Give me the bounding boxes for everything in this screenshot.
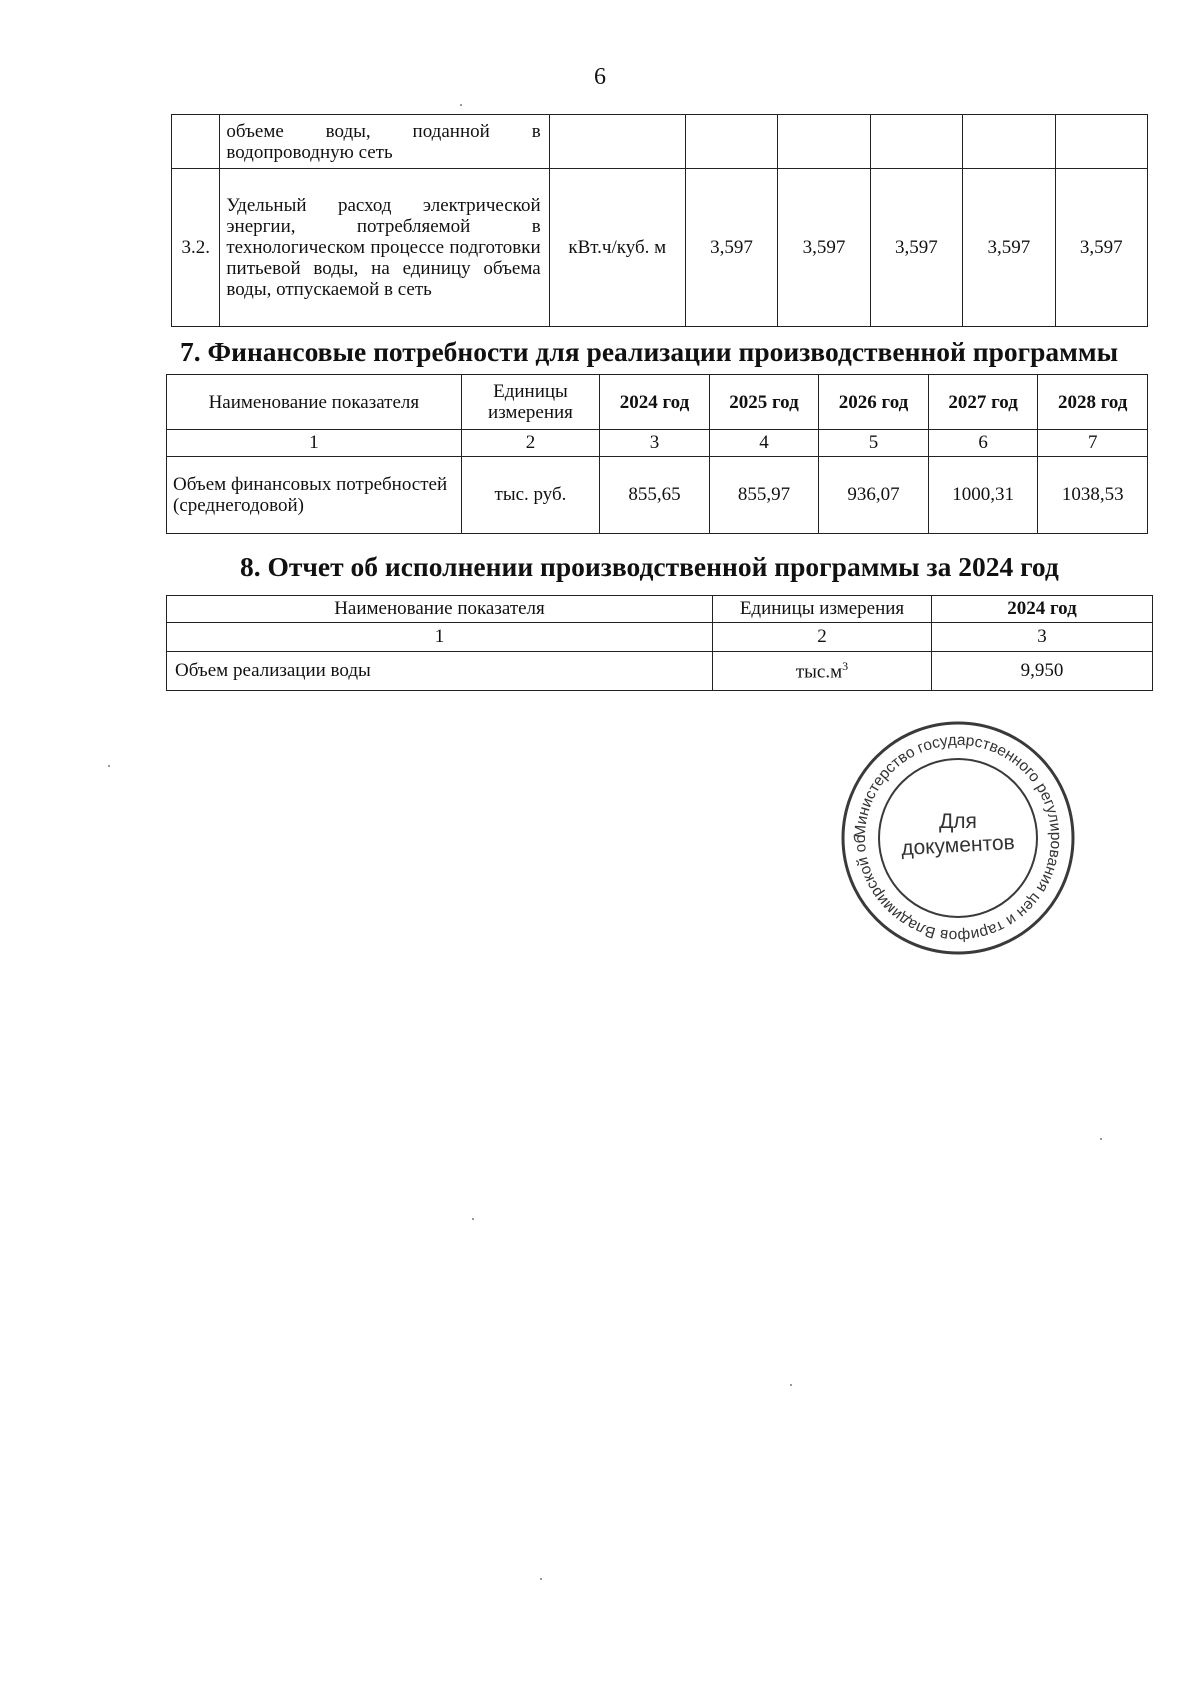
value-cell: 3,597 bbox=[870, 169, 962, 327]
value-cell: 1038,53 bbox=[1038, 457, 1148, 534]
execution-report-table bbox=[166, 595, 1153, 691]
stamp-line-1: Для bbox=[939, 810, 977, 833]
unit-cell: тыс. руб. bbox=[461, 457, 600, 534]
column-number: 3 bbox=[932, 623, 1153, 652]
indicator-name-cell: Объем финансовых потребностей (среднегодовой) bbox=[167, 457, 462, 534]
header-year: 2025 год bbox=[709, 375, 819, 430]
table-header-row bbox=[167, 375, 1148, 430]
header-name: Наименование показателя bbox=[167, 596, 713, 623]
header-year: 2027 год bbox=[928, 375, 1038, 430]
table-row bbox=[167, 652, 1153, 691]
table-row bbox=[172, 169, 1148, 327]
column-number: 1 bbox=[167, 430, 462, 457]
value-cell bbox=[963, 115, 1055, 169]
scan-speck bbox=[108, 765, 110, 767]
value-cell: 936,07 bbox=[819, 457, 929, 534]
indicators-table-continuation bbox=[171, 114, 1148, 327]
financial-needs-table bbox=[166, 374, 1148, 534]
column-number: 3 bbox=[600, 430, 710, 457]
column-number: 6 bbox=[928, 430, 1038, 457]
column-number: 5 bbox=[819, 430, 929, 457]
scan-speck bbox=[472, 1218, 474, 1220]
section-7-title: 7. Финансовые потребности для реализации производственной программы bbox=[180, 336, 1119, 367]
value-cell: 3,597 bbox=[778, 169, 870, 327]
indicator-name-cell: Объем реализации воды bbox=[167, 652, 713, 691]
header-name: Наименование показателя bbox=[167, 375, 462, 430]
unit-text: тыс.м bbox=[795, 661, 843, 683]
table-header-row bbox=[167, 596, 1153, 623]
value-cell bbox=[870, 115, 962, 169]
scan-speck bbox=[790, 1384, 792, 1386]
value-cell: 3,597 bbox=[963, 169, 1055, 327]
page-number: 6 bbox=[594, 64, 606, 90]
column-number: 4 bbox=[709, 430, 819, 457]
column-number: 1 bbox=[167, 623, 713, 652]
official-stamp bbox=[838, 718, 1078, 958]
value-cell: 855,65 bbox=[600, 457, 710, 534]
value-cell: 1000,31 bbox=[928, 457, 1038, 534]
value-cell bbox=[685, 115, 777, 169]
row-number-cell: 3.2. bbox=[172, 169, 220, 327]
value-cell: 3,597 bbox=[685, 169, 777, 327]
unit-superscript: 3 bbox=[842, 658, 849, 673]
header-year: 2026 год bbox=[819, 375, 929, 430]
row-number-cell bbox=[172, 115, 220, 169]
value-cell: 3,597 bbox=[1055, 169, 1147, 327]
table-row bbox=[172, 115, 1148, 169]
stamp-line-2: документов bbox=[900, 831, 1016, 860]
indicator-name-cell: объеме воды, поданной в водопроводную сеть bbox=[220, 115, 549, 169]
header-year: 2024 год bbox=[932, 596, 1153, 623]
indicator-name-cell: Удельный расход электрической энергии, потребляемой в технологическом процессе подготовки питьевой воды, на единицу объема воды, отпускаемой в сеть bbox=[220, 169, 549, 327]
stamp-ring-text: Министерство государственного регулирования цен и тарифов Владимирской об bbox=[851, 731, 1065, 945]
column-number: 7 bbox=[1038, 430, 1148, 457]
value-cell: 9,950 bbox=[932, 652, 1153, 691]
scan-speck bbox=[460, 104, 462, 106]
header-year: 2028 год bbox=[1038, 375, 1148, 430]
value-cell bbox=[1055, 115, 1147, 169]
stamp-center-text bbox=[838, 810, 1078, 858]
scan-speck bbox=[540, 1578, 542, 1580]
section-8-title: 8. Отчет об исполнении производственной программы за 2024 год bbox=[240, 551, 1059, 582]
table-row bbox=[167, 457, 1148, 534]
header-year: 2024 год bbox=[600, 375, 710, 430]
header-unit: Единицы измерения bbox=[713, 596, 932, 623]
unit-cell bbox=[713, 652, 932, 691]
scan-speck bbox=[1100, 1138, 1102, 1140]
column-number: 2 bbox=[713, 623, 932, 652]
unit-cell: кВт.ч/куб. м bbox=[549, 169, 685, 327]
column-numbers-row bbox=[167, 430, 1148, 457]
value-cell: 855,97 bbox=[709, 457, 819, 534]
column-number: 2 bbox=[461, 430, 600, 457]
column-numbers-row bbox=[167, 623, 1153, 652]
unit-cell bbox=[549, 115, 685, 169]
value-cell bbox=[778, 115, 870, 169]
header-unit: Единицы измерения bbox=[461, 375, 600, 430]
